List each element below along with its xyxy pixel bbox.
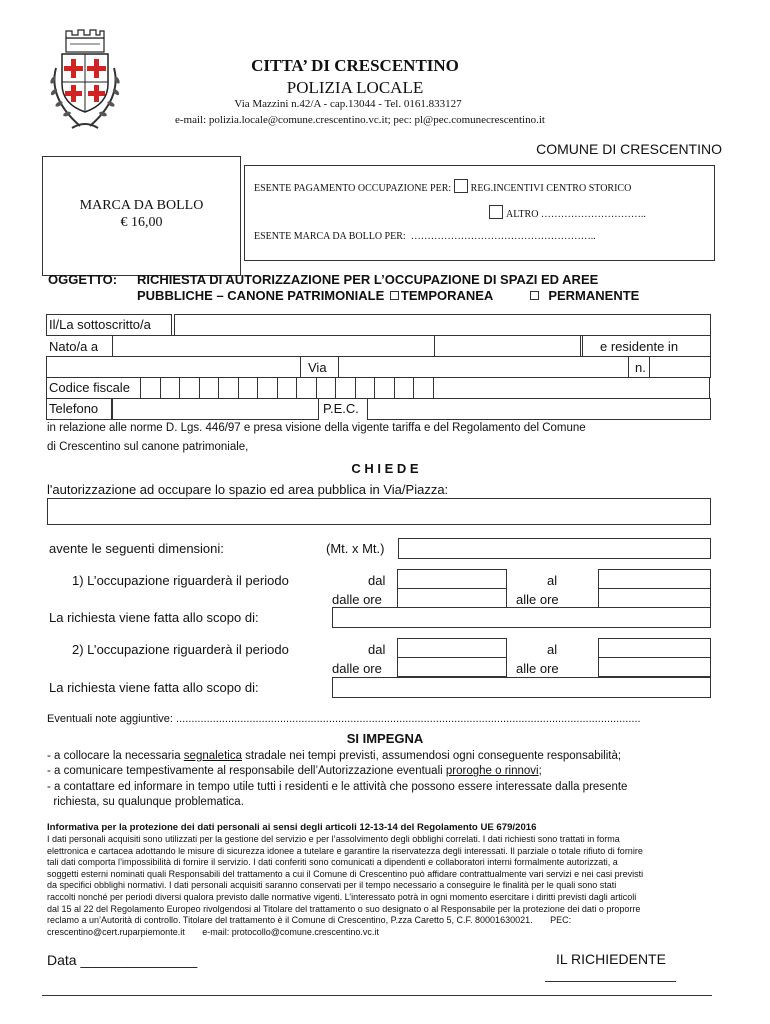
subject-label: OGGETTO: — [48, 272, 118, 287]
fiscal-code-cell-divider — [218, 378, 219, 398]
exemption-other — [489, 205, 646, 220]
commitment-item-1: - a collocare la necessaria segnaletica stradale nei tempi previsti, assumendosi ogni conseguente responsabilità; — [47, 750, 622, 762]
exemption-stamp-label — [254, 231, 596, 242]
exemption-stamp-text: ESENTE MARCA DA BOLLO PER: — [254, 231, 406, 242]
privacy-line: tali dati comporta l’impossibilità di fornire il servizio. I dati conferiti sono comunicati a dipendenti e collaboratori interni formalmente autorizzati, a — [47, 857, 618, 868]
fiscal-code-cell-divider — [413, 378, 414, 398]
stamp-label: MARCA DA BOLLO — [79, 198, 204, 213]
born-label: Nato/a a — [49, 339, 99, 354]
fiscal-code-cell-divider — [296, 378, 297, 398]
commitment-item-3-cont: richiesta, su qualunque problematica. — [47, 795, 244, 808]
dimensions-unit: (Mt. x Mt.) — [326, 541, 385, 556]
street-input[interactable] — [338, 356, 629, 378]
intro-line1: in relazione alle norme D. Lgs. 446/97 e presa visione della vigente tariffa e del Regolamento del Comune — [47, 422, 586, 434]
fiscal-code-label: Codice fiscale — [49, 380, 130, 395]
street-square-input[interactable] — [47, 498, 711, 525]
fiscal-code-cell-divider — [355, 378, 356, 398]
option-temporary-label: TEMPORANEA — [400, 288, 493, 303]
privacy-line: I dati personali acquisiti sono utilizzati per la gestione del servizio e per l’assolvimento degli obblighi correlati. I dati richiesti sono trattati in forma — [47, 834, 620, 844]
checkbox-other[interactable] — [489, 205, 503, 219]
pec-label: P.E.C. — [323, 401, 359, 416]
street-number-label: n. — [635, 360, 646, 375]
period2-from-hour-label: dalle ore — [332, 661, 382, 676]
fiscal-code-cell-divider — [335, 378, 336, 398]
authorization-label: l'autorizzazione ad occupare lo spazio ed area pubblica in Via/Piazza: — [47, 482, 449, 497]
fiscal-code-cell-divider — [277, 378, 278, 398]
phone-input[interactable] — [112, 398, 319, 420]
checkbox-incentives[interactable] — [454, 179, 468, 193]
commitment-title: SI IMPEGNA — [346, 731, 424, 746]
checkbox-permanent[interactable] — [530, 291, 539, 300]
period1-to-hour-label: alle ore — [516, 592, 559, 607]
privacy-title: Informativa per la protezione dei dati personali ai sensi degli articoli 12-13-14 del Regolamento UE 679/2016 — [47, 822, 537, 833]
period1-from-label: dal — [368, 573, 386, 588]
period1-text: 1) L’occupazione riguarderà il periodo — [72, 573, 289, 588]
recipient-label: COMUNE DI CRESCENTINO — [536, 141, 722, 157]
office-contacts: e-mail: polizia.locale@comune.crescentino.vc.it; pec: pl@pec.comunecrescentino.it — [175, 114, 545, 126]
street-label: Via — [308, 360, 327, 375]
privacy-line: da specifici obblighi normativi. I dati personali acquisiti saranno conservati per il tempo necessario a conseguire le finalità per le quali sono stati — [47, 880, 617, 891]
signer-label: Il/La sottoscritto/a — [49, 317, 151, 332]
office-address: Via Mazzini n.42/A - cap.13044 - Tel. 0161.833127 — [234, 98, 462, 110]
office-title: POLIZIA LOCALE — [286, 78, 424, 97]
signer-input[interactable] — [174, 314, 711, 336]
bottom-rule — [42, 995, 712, 996]
period2-to-label: al — [547, 642, 558, 657]
request-title: C H I E D E — [351, 461, 419, 476]
street-number-input[interactable] — [649, 356, 711, 378]
birthdate-input[interactable] — [434, 335, 581, 357]
dimensions-input[interactable] — [398, 538, 711, 559]
purpose1-input[interactable] — [332, 607, 711, 628]
fiscal-code-cell-divider — [199, 378, 200, 398]
exemption-stamp-dots: ……………………………………………….. — [410, 231, 596, 242]
period1-to-input[interactable] — [598, 569, 711, 589]
option-other-label: ALTRO ………………………….. — [506, 209, 646, 220]
period1-from-hour-label: dalle ore — [332, 592, 382, 607]
birthplace-input[interactable] — [112, 335, 436, 357]
period2-text: 2) L’occupazione riguarderà il periodo — [72, 642, 289, 657]
subject-line2-text: PUBBLICHE – CANONE PATRIMONIALE — [137, 288, 385, 303]
privacy-line: elettronica e cartacea adottando le misure di sicurezza idonee a tutelare e garantire la riservatezza degli interessati. Il parziale o totale rifiuto di fornire — [47, 845, 643, 856]
date-field[interactable]: Data _______________ — [47, 952, 198, 968]
checkbox-temporary[interactable] — [390, 291, 399, 300]
privacy-line: raccolti nonché per periodi diversi qualora previsto dalle normative vigenti. L’interessato potrà in ogni momento esercitare i diritti previsti dagli articoli — [47, 891, 637, 902]
fiscal-code-cell-divider — [394, 378, 395, 398]
intro-line2: di Crescentino sul canone patrimoniale, — [47, 441, 249, 453]
fiscal-code-cell-divider — [257, 378, 258, 398]
period1-from-input[interactable] — [397, 569, 507, 589]
privacy-line: crescentino@cert.ruparpiemonte.it e-mail: protocollo@comune.crescentino.vc.it — [47, 926, 379, 937]
commitment-list — [47, 749, 627, 810]
privacy-line: dal 15 al 22 del Regolamento Europeo rivolgendosi al Titolare del trattamento o suo designato o al Responsabile per la protezione dei dati o proporre — [47, 903, 641, 914]
subject-line2 — [137, 288, 639, 303]
period2-from-input[interactable] — [397, 638, 507, 658]
signature-line[interactable] — [545, 981, 676, 982]
privacy-text — [47, 834, 727, 938]
exemption-payment-label — [254, 179, 631, 194]
fiscal-code-cell-divider — [374, 378, 375, 398]
privacy-line: soggetti esterni nominati quali Responsabili del trattamento a cui il Comune di Crescentino può affidare contrattualmente vari servizi e nei casi previsti — [47, 868, 644, 879]
period2-to-hour-label: alle ore — [516, 661, 559, 676]
pec-input[interactable] — [367, 398, 711, 420]
city-title: CITTA’ DI CRESCENTINO — [251, 56, 459, 75]
commitment-item-2: - a comunicare tempestivamente al responsabile dell’Autorizzazione eventuali proroghe o rinnovi; — [47, 765, 542, 778]
fiscal-code-frame — [140, 377, 710, 399]
fiscal-code-cell-divider — [433, 378, 434, 398]
period1-to-hour-input[interactable] — [598, 588, 711, 608]
purpose2-input[interactable] — [332, 677, 711, 698]
stamp-amount: € 16,00 — [120, 215, 163, 230]
period2-from-hour-input[interactable] — [397, 657, 507, 677]
dimensions-label: avente le seguenti dimensioni: — [49, 541, 224, 556]
notes-line[interactable]: Eventuali note aggiuntive: ........................................................................................................................................................ — [47, 713, 641, 725]
privacy-line: reclamo a un’Autorità di controllo. Titolare del trattamento è il Comune di Crescentino, P.zza Caretto 5, C.F. 80001630021. PEC: — [47, 915, 572, 926]
fiscal-code-cell-divider — [238, 378, 239, 398]
period2-from-label: dal — [368, 642, 386, 657]
applicant-label: IL RICHIEDENTE — [556, 951, 666, 967]
purpose2-label: La richiesta viene fatta allo scopo di: — [49, 680, 259, 695]
period2-to-input[interactable] — [598, 638, 711, 658]
period2-to-hour-input[interactable] — [598, 657, 711, 677]
fiscal-code-cell-divider — [316, 378, 317, 398]
fiscal-code-cell-divider — [160, 378, 161, 398]
exemption-payment-text: ESENTE PAGAMENTO OCCUPAZIONE PER: — [254, 183, 452, 194]
residence-city-input[interactable] — [46, 356, 301, 378]
period1-to-label: al — [547, 573, 558, 588]
option-permanent-label: PERMANENTE — [548, 288, 640, 303]
period1-from-hour-input[interactable] — [397, 588, 507, 608]
phone-label: Telefono — [49, 401, 99, 416]
option-incentives-label: REG.INCENTIVI CENTRO STORICO — [470, 183, 632, 194]
residence-label: e residente in — [600, 339, 679, 354]
commitment-item-3: - a contattare ed informare in tempo utile tutti i residenti e le attività che possono essere interessate dalla presente — [47, 780, 628, 793]
fiscal-code-input[interactable] — [140, 377, 710, 399]
fiscal-code-cell-divider — [179, 378, 180, 398]
purpose1-label: La richiesta viene fatta allo scopo di: — [49, 610, 259, 625]
subject-line1: RICHIESTA DI AUTORIZZAZIONE PER L’OCCUPAZIONE DI SPAZI ED AREE — [137, 272, 599, 287]
